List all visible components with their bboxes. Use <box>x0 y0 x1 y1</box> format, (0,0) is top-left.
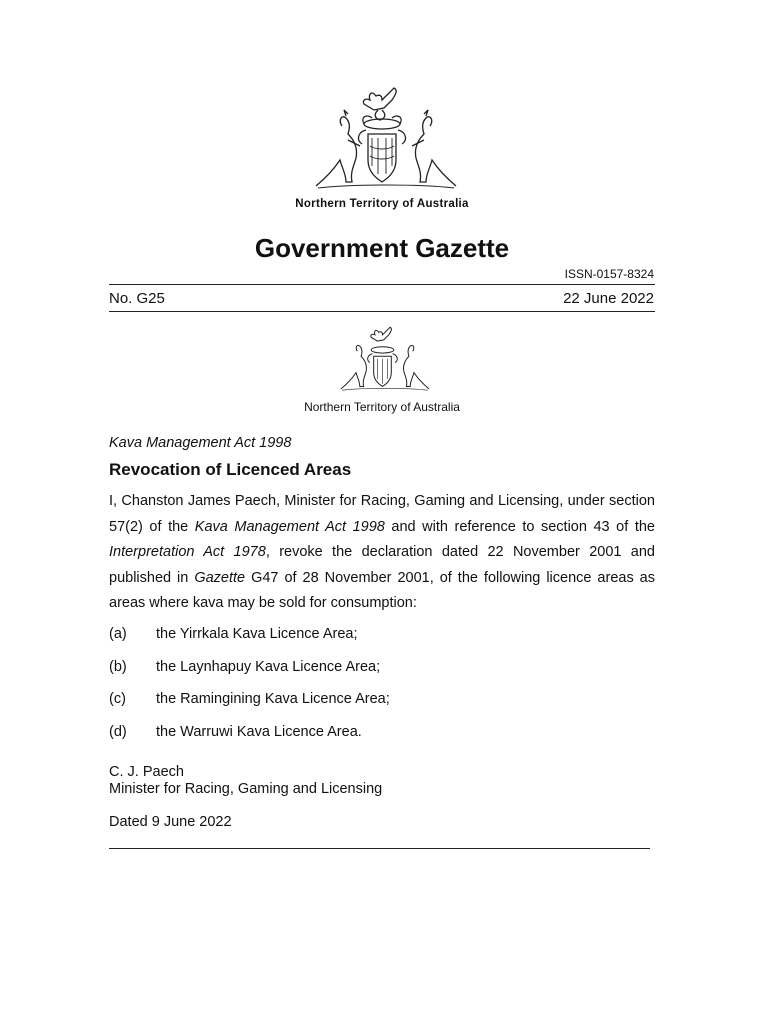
top-rule <box>109 284 655 285</box>
dated-line: Dated 9 June 2022 <box>109 814 232 830</box>
notice-jurisdiction: Northern Territory of Australia <box>304 400 460 414</box>
list-item: (d) the Warruwi Kava Licence Area. <box>109 724 362 740</box>
gazette-date: 22 June 2022 <box>563 290 654 307</box>
notice-heading: Revocation of Licenced Areas <box>109 460 352 479</box>
gazette-number: No. G25 <box>109 290 165 307</box>
end-rule <box>109 848 650 849</box>
list-item: (c) the Ramingining Kava Licence Area; <box>109 691 390 707</box>
list-item: (b) the Laynhapuy Kava Licence Area; <box>109 659 381 675</box>
signatory-name: C. J. Paech <box>109 764 184 780</box>
bottom-rule <box>109 311 655 312</box>
act-title: Kava Management Act 1998 <box>109 435 292 451</box>
coat-of-arms-icon <box>312 86 460 194</box>
issn-label: ISSN-0157-8324 <box>564 267 654 281</box>
coat-of-arms-icon <box>337 326 433 394</box>
signatory-position: Minister for Racing, Gaming and Licensing <box>109 781 383 797</box>
list-item: (a) the Yirrkala Kava Licence Area; <box>109 626 358 642</box>
jurisdiction-label: Northern Territory of Australia <box>295 198 469 210</box>
notice-body: I, Chanston James Paech, Minister for Racing, Gaming and Licensing, under section 57(2) of the Kava Management Act 1998 and with reference to section 43 of the Interpretation Act 1978, revoke the declaration dated 22 November 2001 and published in Gazette G47 of 28 November 2001, of the following licence areas as areas where kava may be sold for consumption: <box>109 493 655 612</box>
page-title: Government Gazette <box>254 233 510 263</box>
